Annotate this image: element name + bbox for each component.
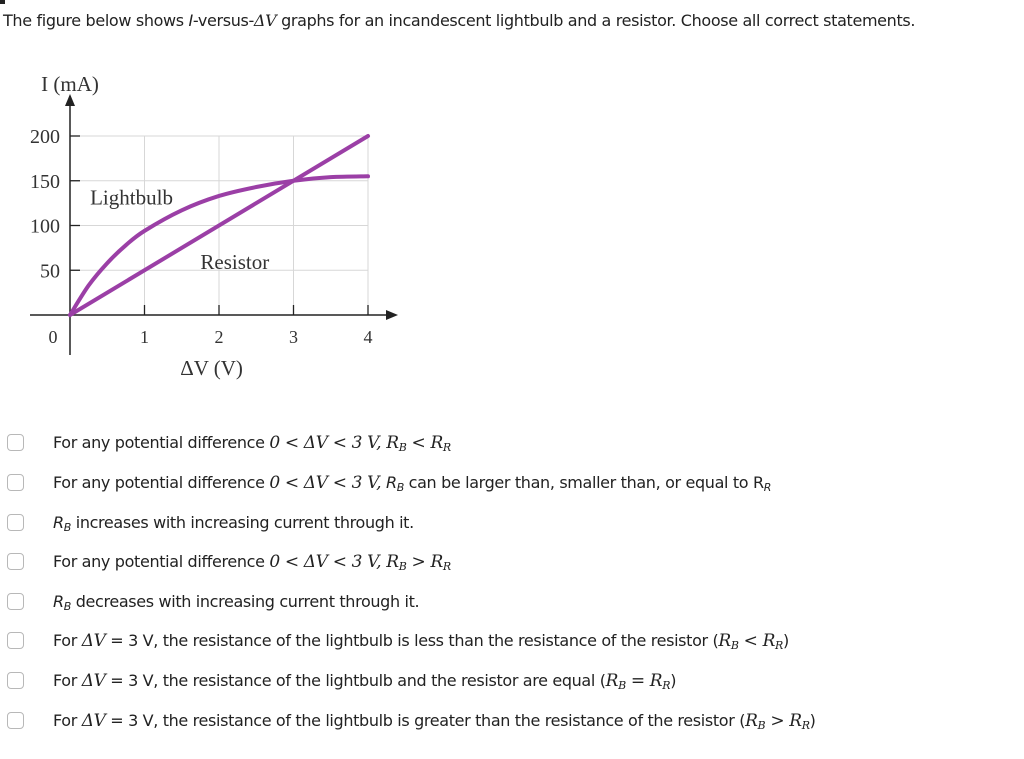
choice-6-checkbox[interactable] — [7, 632, 24, 649]
choice-3-checkbox[interactable] — [7, 514, 24, 531]
choice-3-text: $R_B$ increases with increasing current through it. — [53, 513, 414, 534]
y-tick-label: 50 — [40, 260, 60, 283]
choice-8[interactable] — [0, 703, 1024, 741]
question-suffix: graphs for an incandescent lightbulb and a resistor. Choose all correct statements. — [276, 11, 916, 30]
series-label-resistor: Resistor — [200, 250, 270, 275]
x-tick-label: 3 — [289, 327, 298, 347]
choice-7[interactable] — [0, 663, 1024, 701]
question-versus: -versus- — [192, 11, 254, 30]
choice-1-checkbox[interactable] — [7, 434, 24, 451]
choice-5[interactable] — [0, 584, 1024, 622]
question-prefix: The figure below shows — [3, 11, 189, 30]
x-tick-label: 4 — [363, 327, 373, 347]
choice-7-checkbox[interactable] — [7, 672, 24, 689]
choice-2-checkbox[interactable] — [7, 474, 24, 491]
choice-6-text: For ΔV = 3 V, the resistance of the lightbulb is less than the resistance of the resistor $(R_B < R_R)$ — [53, 631, 789, 652]
y-tick-label: 100 — [30, 215, 60, 238]
question-i-var: I — [188, 11, 193, 30]
question-text — [3, 11, 915, 30]
choice-2-text: For any potential difference 0 < ΔV < 3 V, $R_B$ can be larger than, smaller than, or equal to $R_R$ — [53, 473, 772, 494]
chart-axes — [30, 94, 398, 355]
x-axis-label: ΔV (V) — [180, 356, 243, 380]
x-tick-label: 2 — [214, 327, 224, 347]
choice-1[interactable] — [0, 425, 1024, 463]
question-delta-v: ΔV — [253, 11, 277, 30]
choice-8-text: For ΔV = 3 V, the resistance of the lightbulb is greater than the resistance of the resistor $(R_B > R_R)$ — [53, 711, 816, 732]
y-tick-label: 200 — [30, 126, 60, 148]
series-label-lightbulb: Lightbulb — [90, 185, 173, 210]
choice-2[interactable] — [0, 465, 1024, 503]
choice-6[interactable] — [0, 623, 1024, 661]
choice-5-text: $R_B$ decreases with increasing current through it. — [53, 592, 420, 613]
x-tick-label: 1 — [140, 327, 149, 347]
y-axis-label: I (mA) — [41, 72, 99, 96]
choice-8-checkbox[interactable] — [7, 712, 24, 729]
corner-mark — [0, 0, 5, 4]
choice-1-text: For any potential difference 0 < ΔV < 3 V, $R_B < R_R$ — [53, 433, 451, 454]
choice-4-text: For any potential difference 0 < ΔV < 3 V, $R_B > R_R$ — [53, 552, 451, 573]
y-tick-label: 150 — [30, 170, 60, 193]
x-tick-label: 0 — [48, 327, 58, 347]
choice-5-checkbox[interactable] — [7, 593, 24, 610]
choice-4[interactable] — [0, 544, 1024, 582]
choice-7-text: For ΔV = 3 V, the resistance of the lightbulb and the resistor are equal $(R_B = R_R)$ — [53, 671, 677, 692]
iv-chart — [0, 60, 420, 390]
x-axis-arrow — [386, 310, 398, 320]
choice-4-checkbox[interactable] — [7, 553, 24, 570]
choice-3[interactable] — [0, 505, 1024, 543]
